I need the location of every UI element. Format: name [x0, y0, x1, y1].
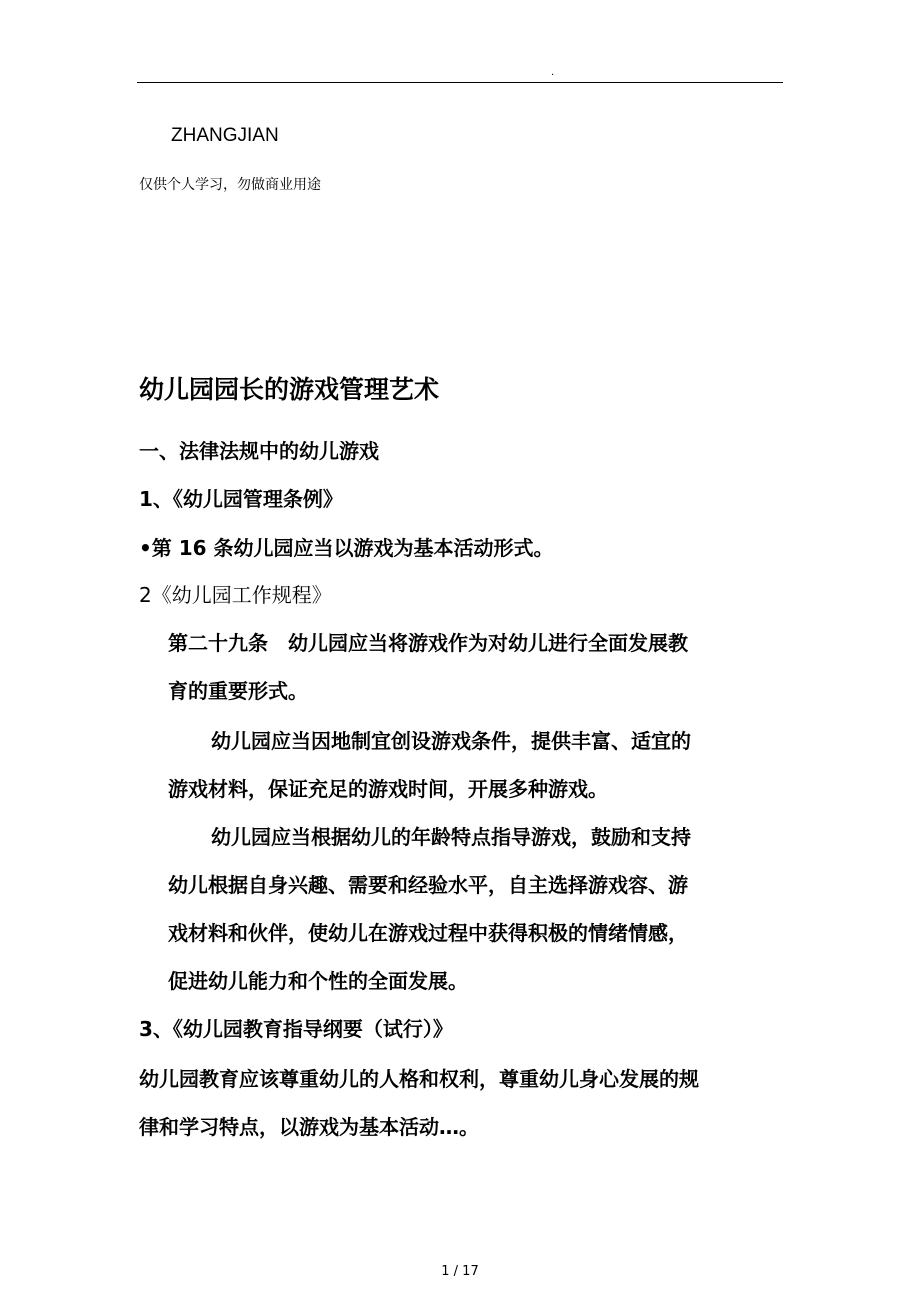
- item2-p2-line: 游戏材料，保证充足的游戏时间，开展多种游戏。: [168, 777, 608, 801]
- item2-p1-line: 育的重要形式。: [168, 679, 308, 703]
- item2-p3-line: 幼儿根据自身兴趣、需要和经验水平，自主选择游戏容、游: [168, 873, 688, 897]
- item2-p3-line: 幼儿园应当根据幼儿的年龄特点指导游戏，鼓励和支持: [211, 825, 691, 849]
- item2-p1-line: 第二十九条 幼儿园应当将游戏作为对幼儿进行全面发展教: [168, 631, 688, 655]
- item3-line: 幼儿园教育应该尊重幼儿的人格和权利，尊重幼儿身心发展的规: [139, 1067, 699, 1091]
- page-number: 1 / 17: [441, 1264, 479, 1279]
- item1-text: •第 16 条幼儿园应当以游戏为基本活动形式。: [139, 536, 554, 560]
- section-heading: 一、法律法规中的幼儿游戏: [139, 439, 379, 463]
- item3-heading: 3、《幼儿园教育指导纲要（试行）》: [139, 1017, 453, 1041]
- header-rule: [137, 82, 783, 83]
- item2-heading: 2《幼儿园工作规程》: [139, 583, 332, 607]
- author-name: ZHANGJIAN: [171, 125, 279, 146]
- item2-p3-line: 戏材料和伙伴，使幼儿在游戏过程中获得积极的情绪情感，: [168, 921, 688, 945]
- usage-notice: 仅供个人学习，勿做商业用途: [139, 177, 321, 193]
- document-title: 幼儿园园长的游戏管理艺术: [139, 375, 440, 404]
- item2-p3-line: 促进幼儿能力和个性的全面发展。: [168, 969, 468, 993]
- item2-p2-line: 幼儿园应当因地制宜创设游戏条件，提供丰富、适宜的: [211, 729, 691, 753]
- header-mark: .: [551, 67, 555, 78]
- item3-line: 律和学习特点，以游戏为基本活动…。: [139, 1115, 479, 1139]
- item1-heading: 1、《幼儿园管理条例》: [139, 487, 343, 511]
